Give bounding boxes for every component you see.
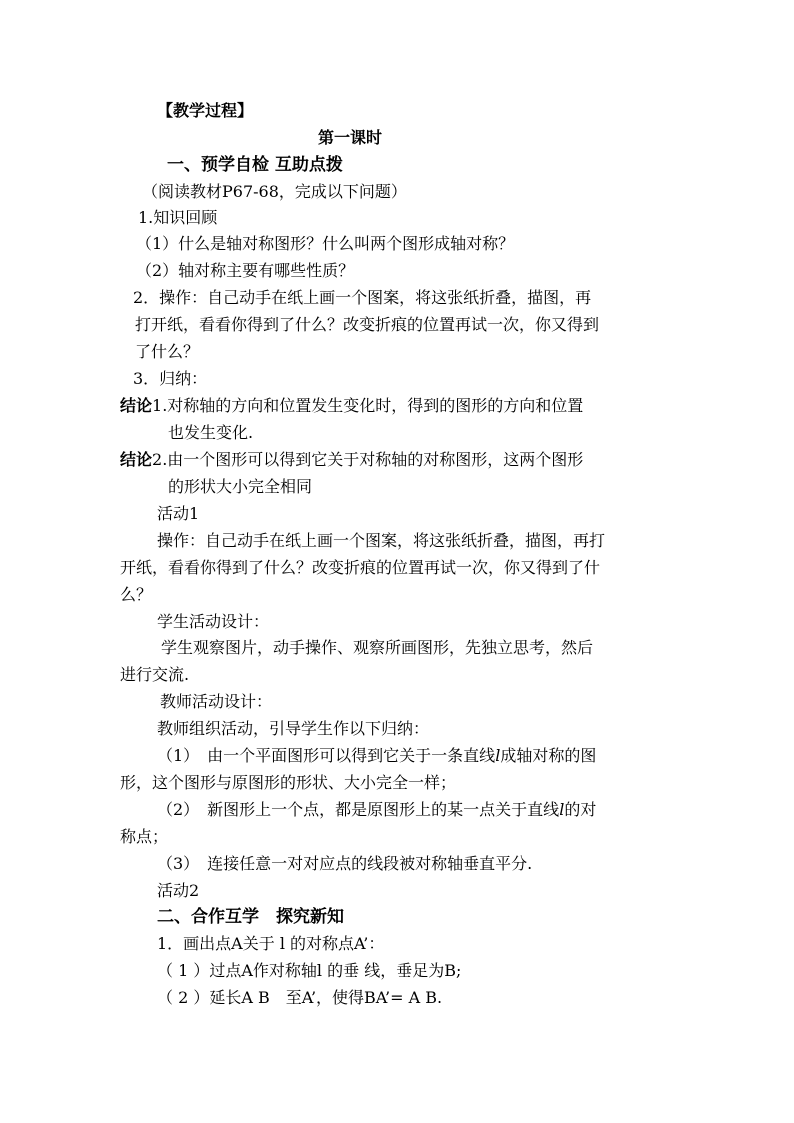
operation-line-1: 2．操作：自己动手在纸上画一个图案，将这张纸折叠，描图，再 xyxy=(133,288,592,307)
section-one-title: 一、预学自检 互助点拨 xyxy=(167,155,343,175)
teacher-point-3: （3） 连接任意一对对应点的线段被对称轴垂直平分. xyxy=(157,854,533,873)
question-2: （2）轴对称主要有哪些性质？ xyxy=(136,261,355,280)
conclusion-1-label: 结论 xyxy=(120,396,153,415)
reading-note: （阅读教材P67-68，完成以下问题） xyxy=(142,182,407,201)
teacher-point-1-line-1: （1） 由一个平面图形可以得到它关于一条直线l成轴对称的图 xyxy=(157,746,597,765)
line-l-var: l xyxy=(495,746,501,765)
activity-1-line-3: 么？ xyxy=(120,585,153,604)
lesson-title: 第一课时 xyxy=(318,128,383,147)
conclusion-1-line-1: 结论1.对称轴的方向和位置发生变化时，得到的图形的方向和位置 xyxy=(120,396,584,415)
activity-1-line-1: 操作：自己动手在纸上画一个图案，将这张纸折叠，描图，再打 xyxy=(157,531,606,550)
conclusion-2-label: 结论 xyxy=(120,450,153,469)
step-1: （ 1 ）过点A作对称轴l 的垂 线，垂足为B; xyxy=(157,961,462,980)
conclusion-2-line-2: 的形状大小完全相同 xyxy=(168,477,313,496)
conclusion-2-line-1: 结论2.由一个图形可以得到它关于对称轴的对称图形，这两个图形 xyxy=(120,450,584,469)
teacher-point-2-line-1: （2） 新图形上一个点，都是原图形上的某一点关于直线l的对 xyxy=(157,800,597,819)
activity-1-title: 活动1 xyxy=(157,504,200,523)
operation-line-2: 打开纸，看看你得到了什么？改变折痕的位置再试一次，你又得到 xyxy=(135,315,600,334)
activity-2-title: 活动2 xyxy=(157,881,200,900)
question-1: （1）什么是轴对称图形？什么叫两个图形成轴对称？ xyxy=(136,234,515,253)
line-l-var-2: l xyxy=(559,800,565,819)
review-title: 1.知识回顾 xyxy=(138,208,218,227)
section-two-title: 二、合作互学 探究新知 xyxy=(157,907,344,927)
operation-line-3: 了什么？ xyxy=(135,342,200,361)
activity-1-line-2: 开纸，看看你得到了什么？改变折痕的位置再试一次，你又得到了什 xyxy=(120,558,601,577)
student-line-2: 进行交流. xyxy=(120,665,190,684)
step-2: （ 2 ）延长A B 至A’，使得BA’= A B. xyxy=(157,988,443,1007)
draw-point-title: 1．画出点A关于 l 的对称点A’： xyxy=(157,934,385,953)
conclusion-1-line-2: 也发生变化. xyxy=(168,423,254,442)
student-design-title: 学生活动设计： xyxy=(157,612,270,631)
teacher-point-1-line-2: 形，这个图形与原图形的形状、大小完全一样； xyxy=(120,773,457,792)
student-line-1: 学生观察图片，动手操作、观察所画图形，先独立思考，然后 xyxy=(161,638,594,657)
teacher-design-title: 教师活动设计： xyxy=(160,692,273,711)
summary-title: 3．归纳： xyxy=(133,369,208,388)
process-heading: 【教学过程】 xyxy=(157,101,254,120)
teacher-point-2-line-2: 称点； xyxy=(120,827,169,846)
teacher-intro: 教师组织活动，引导学生作以下归纳： xyxy=(157,719,430,738)
